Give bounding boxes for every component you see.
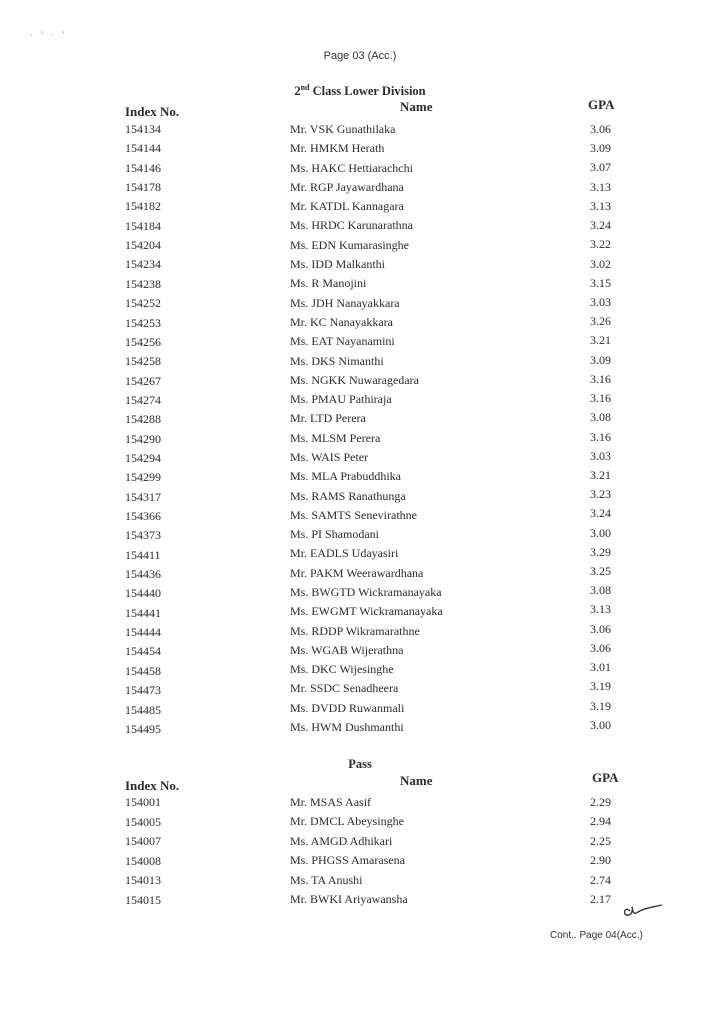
index-cell: 154001 xyxy=(125,795,161,809)
index-cell: 154274 xyxy=(125,392,161,407)
table-row xyxy=(0,583,720,605)
table-row xyxy=(0,448,720,470)
name-cell: Ms. HRDC Karunarathna xyxy=(290,218,413,233)
name-cell: Ms. TA Anushi xyxy=(290,872,363,887)
name-cell: Ms. HAKC Hettiarachchi xyxy=(290,160,413,175)
name-cell: Ms. RAMS Ranathunga xyxy=(290,488,406,503)
table-row xyxy=(0,296,720,315)
gpa-cell: 3.08 xyxy=(590,410,611,425)
name-cell: Mr. VSK Gunathilaka xyxy=(290,122,396,136)
column-header-name: Name xyxy=(400,99,433,114)
page-header: Page 03 (Acc.) xyxy=(323,50,397,62)
index-cell: 154005 xyxy=(125,814,161,829)
index-cell: 154436 xyxy=(125,567,161,582)
name-cell: Ms. WGAB Wijerathna xyxy=(290,642,404,657)
table-row xyxy=(0,238,720,257)
table-row xyxy=(0,393,720,412)
table-row xyxy=(0,429,720,451)
gpa-cell: 3.21 xyxy=(590,468,611,482)
table-row xyxy=(0,257,720,276)
section-title-lower-division: 2nd Class Lower Division xyxy=(294,83,426,99)
gpa-cell: 3.26 xyxy=(590,314,611,329)
index-cell: 154267 xyxy=(125,373,161,388)
gpa-cell: 3.13 xyxy=(590,179,611,194)
table-row xyxy=(0,525,720,547)
table-row xyxy=(0,795,720,814)
name-cell: Ms. R Manojini xyxy=(290,276,367,291)
table-row xyxy=(0,717,720,741)
gpa-cell: 3.25 xyxy=(590,564,611,579)
table-row xyxy=(0,660,720,683)
name-cell: Mr. MSAS Aasif xyxy=(290,795,372,809)
index-cell: 154134 xyxy=(125,122,161,136)
gpa-cell: 3.15 xyxy=(590,275,611,290)
gpa-cell: 3.06 xyxy=(590,122,611,136)
index-cell: 154288 xyxy=(125,412,161,427)
name-cell: Ms. JDH Nanayakkara xyxy=(290,295,400,310)
name-cell: Ms. PMAU Pathiraja xyxy=(290,392,392,407)
name-cell: Ms. NGKK Nuwaragedara xyxy=(290,372,419,387)
gpa-cell: 2.74 xyxy=(590,872,611,887)
index-cell: 154440 xyxy=(125,586,161,601)
table-row xyxy=(0,854,720,873)
column-header-index: Index No. xyxy=(125,104,180,119)
table-row xyxy=(0,621,720,644)
name-cell: Mr. DMCL Abeysinghe xyxy=(290,814,404,829)
index-cell: 154253 xyxy=(125,315,161,330)
name-cell: Ms. DKS Nimanthi xyxy=(290,353,384,368)
table-row xyxy=(0,122,720,141)
index-cell: 154317 xyxy=(125,489,161,504)
name-cell: Mr. HMKM Herath xyxy=(290,141,385,156)
gpa-cell: 3.03 xyxy=(590,294,611,309)
name-cell: Mr. BWKI Ariyawansha xyxy=(290,892,408,907)
index-cell: 154454 xyxy=(125,644,161,659)
name-cell: Ms. DKC Wijesinghe xyxy=(290,662,394,677)
gpa-cell: 3.09 xyxy=(590,141,611,156)
name-cell: Ms. AMGD Adhikari xyxy=(290,833,393,848)
index-cell: 154008 xyxy=(125,853,161,868)
table-row xyxy=(0,834,720,853)
table-row xyxy=(0,487,720,509)
index-cell: 154007 xyxy=(125,834,161,848)
table-row xyxy=(0,219,720,238)
index-cell: 154366 xyxy=(125,509,161,523)
table-row xyxy=(0,199,720,218)
table-row xyxy=(0,277,720,296)
gpa-cell: 2.90 xyxy=(590,853,611,868)
index-cell: 154184 xyxy=(125,218,161,233)
gpa-cell: 3.02 xyxy=(590,256,611,271)
index-cell: 154458 xyxy=(125,663,161,678)
name-cell: Ms. EDN Kumarasinghe xyxy=(290,237,409,252)
continuation-note: Cont.. Page 04(Acc.) xyxy=(550,930,643,941)
index-cell: 154441 xyxy=(125,605,161,620)
gpa-cell: 3.24 xyxy=(590,218,611,233)
table-row xyxy=(0,506,720,528)
gpa-cell: 2.25 xyxy=(590,833,611,848)
gpa-cell: 3.19 xyxy=(590,698,611,713)
index-cell: 154178 xyxy=(125,180,161,195)
table-row xyxy=(0,161,720,180)
name-cell: Mr. EADLS Udayasiri xyxy=(290,546,399,561)
column-header-gpa: GPA xyxy=(592,770,619,785)
index-cell: 154373 xyxy=(125,528,161,543)
column-header-gpa: GPA xyxy=(588,97,615,112)
gpa-cell: 3.01 xyxy=(590,660,611,675)
name-cell: Ms. SAMTS Senevirathne xyxy=(290,507,417,522)
index-cell: 154294 xyxy=(125,450,161,465)
table-row xyxy=(0,602,720,625)
name-cell: Ms. PI Shamodani xyxy=(290,527,380,542)
index-cell: 154234 xyxy=(125,257,161,272)
gpa-cell: 3.00 xyxy=(590,717,611,732)
gpa-cell: 3.16 xyxy=(590,391,611,406)
name-cell: Ms. RDDP Wikramarathne xyxy=(290,623,420,638)
gpa-cell: 3.21 xyxy=(590,333,611,348)
gpa-cell: 3.29 xyxy=(590,544,611,559)
scan-speckles: · ' · ' xyxy=(30,30,67,40)
gpa-cell: 3.16 xyxy=(590,429,611,444)
index-cell: 154146 xyxy=(125,160,161,175)
index-cell: 154238 xyxy=(125,276,161,291)
name-cell: Mr. RGP Jayawardhana xyxy=(290,179,404,194)
index-cell: 154411 xyxy=(125,547,161,562)
name-cell: Ms. PHGSS Amarasena xyxy=(290,853,406,868)
name-cell: Mr. SSDC Senadheera xyxy=(290,681,399,696)
gpa-cell: 3.13 xyxy=(590,602,611,617)
gpa-cell: 2.29 xyxy=(590,795,611,809)
gpa-cell: 3.06 xyxy=(590,640,611,655)
index-cell: 154256 xyxy=(125,334,161,349)
table-row xyxy=(0,470,720,489)
name-cell: Mr. LTD Perera xyxy=(290,411,366,426)
name-cell: Ms. EWGMT Wickramanayaka xyxy=(290,604,443,619)
name-cell: Mr. KC Nanayakkara xyxy=(290,314,393,329)
table-row xyxy=(0,141,720,160)
name-cell: Ms. WAIS Peter xyxy=(290,449,369,464)
name-cell: Ms. MLSM Perera xyxy=(290,430,381,445)
name-cell: Mr. KATDL Kannagara xyxy=(290,199,404,214)
gpa-cell: 3.13 xyxy=(590,198,611,213)
name-cell: Ms. MLA Prabuddhika xyxy=(290,469,401,484)
gpa-cell: 3.08 xyxy=(590,583,611,598)
index-cell: 154473 xyxy=(125,683,161,698)
section-title-pass: Pass xyxy=(348,757,372,771)
index-cell: 154258 xyxy=(125,354,161,369)
index-cell: 154252 xyxy=(125,296,161,311)
gpa-cell: 3.23 xyxy=(590,487,611,502)
name-cell: Mr. PAKM Weerawardhana xyxy=(290,565,424,580)
table-row xyxy=(0,335,720,354)
table-row xyxy=(0,873,720,892)
name-cell: Ms. DVDD Ruwanmali xyxy=(290,700,405,715)
table-row xyxy=(0,371,720,393)
gpa-cell: 3.24 xyxy=(590,506,611,521)
table-row xyxy=(0,679,720,702)
table-row xyxy=(0,316,720,335)
name-cell: Ms. EAT Nayanamini xyxy=(290,334,395,349)
index-cell: 154495 xyxy=(125,721,161,736)
index-cell: 154015 xyxy=(125,892,161,907)
gpa-cell: 3.03 xyxy=(590,448,611,463)
table-row xyxy=(0,815,720,834)
table-row xyxy=(0,180,720,199)
table-row xyxy=(0,354,720,373)
gpa-cell: 3.09 xyxy=(590,352,611,367)
index-cell: 154013 xyxy=(125,873,161,887)
table-row xyxy=(0,412,720,431)
index-cell: 154444 xyxy=(125,625,161,640)
table-row xyxy=(0,544,720,567)
name-cell: Ms. HWM Dushmanthi xyxy=(290,719,404,734)
gpa-cell: 3.22 xyxy=(590,237,611,252)
column-header-index: Index No. xyxy=(125,778,180,793)
table-row xyxy=(0,640,720,663)
gpa-cell: 3.16 xyxy=(590,371,611,386)
signature-initial xyxy=(620,895,666,923)
index-cell: 154299 xyxy=(125,470,161,485)
index-cell: 154204 xyxy=(125,238,161,253)
name-cell: Ms. BWGTD Wickramanayaka xyxy=(290,585,442,599)
gpa-cell: 3.19 xyxy=(590,679,611,694)
gpa-cell: 2.94 xyxy=(590,814,611,829)
name-cell: Ms. IDD Malkanthi xyxy=(290,257,385,272)
gpa-cell: 3.07 xyxy=(590,160,611,175)
index-cell: 154485 xyxy=(125,702,161,717)
index-cell: 154144 xyxy=(125,141,161,156)
table-row xyxy=(0,698,720,722)
gpa-cell: 3.06 xyxy=(590,621,611,636)
index-cell: 154182 xyxy=(125,199,161,214)
table-row xyxy=(0,893,720,912)
index-cell: 154290 xyxy=(125,431,161,446)
gpa-cell: 2.17 xyxy=(590,891,611,906)
gpa-cell: 3.00 xyxy=(590,525,611,540)
table-row xyxy=(0,564,720,586)
column-header-name: Name xyxy=(400,773,433,788)
